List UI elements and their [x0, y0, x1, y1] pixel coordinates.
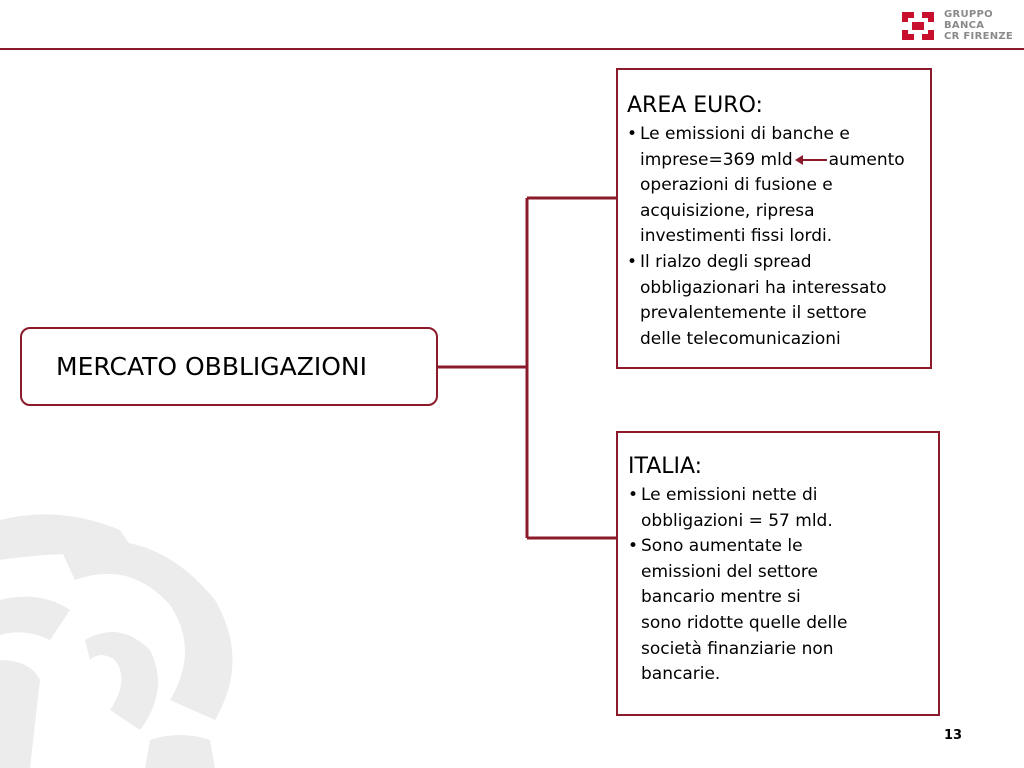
bullet: • — [628, 536, 639, 557]
italia-item-2-line-3: bancario mentre si — [641, 587, 801, 608]
area-euro-item-1-line-3: operazioni di fusione e — [640, 175, 833, 196]
area-euro-item-1 — [627, 122, 922, 250]
italia-panel — [616, 431, 940, 716]
area-euro-item-2-line-4: delle telecomunicazioni — [640, 328, 841, 349]
italia-item-1-line-1: Le emissioni nette di — [641, 485, 818, 505]
bullet: • — [628, 485, 639, 505]
area-euro-panel — [616, 68, 932, 369]
bullet: • — [627, 124, 638, 144]
area-euro-item-1-value: imprese=369 mld — [640, 149, 793, 170]
area-euro-title: AREA EURO: — [627, 93, 763, 118]
italia-item-2-line-4: sono ridotte quelle delle — [641, 612, 848, 633]
area-euro-item-2-line-2: obbligazionari ha interessato — [640, 277, 887, 298]
italia-item-2-line-6: bancarie. — [641, 664, 721, 685]
italia-item-2-line-1: Sono aumentate le — [641, 536, 803, 557]
italia-item-2-line-2: emissioni del settore — [641, 561, 818, 582]
logo-line-3: CR FIRENZE — [944, 31, 1014, 42]
italia-title: ITALIA: — [628, 454, 703, 479]
area-euro-item-2-line-1: Il rialzo degli spread — [640, 251, 812, 272]
area-euro-item-2 — [627, 250, 922, 352]
page-number: 13 — [944, 728, 963, 743]
logo-line-1: GRUPPO — [944, 9, 993, 20]
left-arrow-icon — [795, 154, 827, 166]
italia-item-1-line-2: obbligazioni = 57 mld. — [641, 510, 833, 531]
italia-item-2 — [628, 534, 930, 688]
main-node-mercato-obbligazioni — [20, 327, 438, 406]
area-euro-item-1-line-1: Le emissioni di banche e — [640, 124, 850, 144]
italia-item-2-line-5: società finanziarie non — [641, 638, 834, 659]
italia-item-1 — [628, 483, 930, 534]
area-euro-item-1-line-4: acquisizione, ripresa — [640, 200, 815, 221]
main-node-label: MERCATO OBBLIGAZIONI — [56, 352, 368, 381]
area-euro-item-2-line-3: prevalentemente il settore — [640, 303, 867, 324]
bullet: • — [627, 251, 638, 272]
area-euro-item-1-line-5: investimenti fissi lordi. — [640, 226, 833, 247]
area-euro-item-1-line-2 — [640, 148, 922, 174]
logo-line-2: BANCA — [944, 20, 985, 31]
area-euro-item-1-cause: aumento — [828, 149, 905, 170]
